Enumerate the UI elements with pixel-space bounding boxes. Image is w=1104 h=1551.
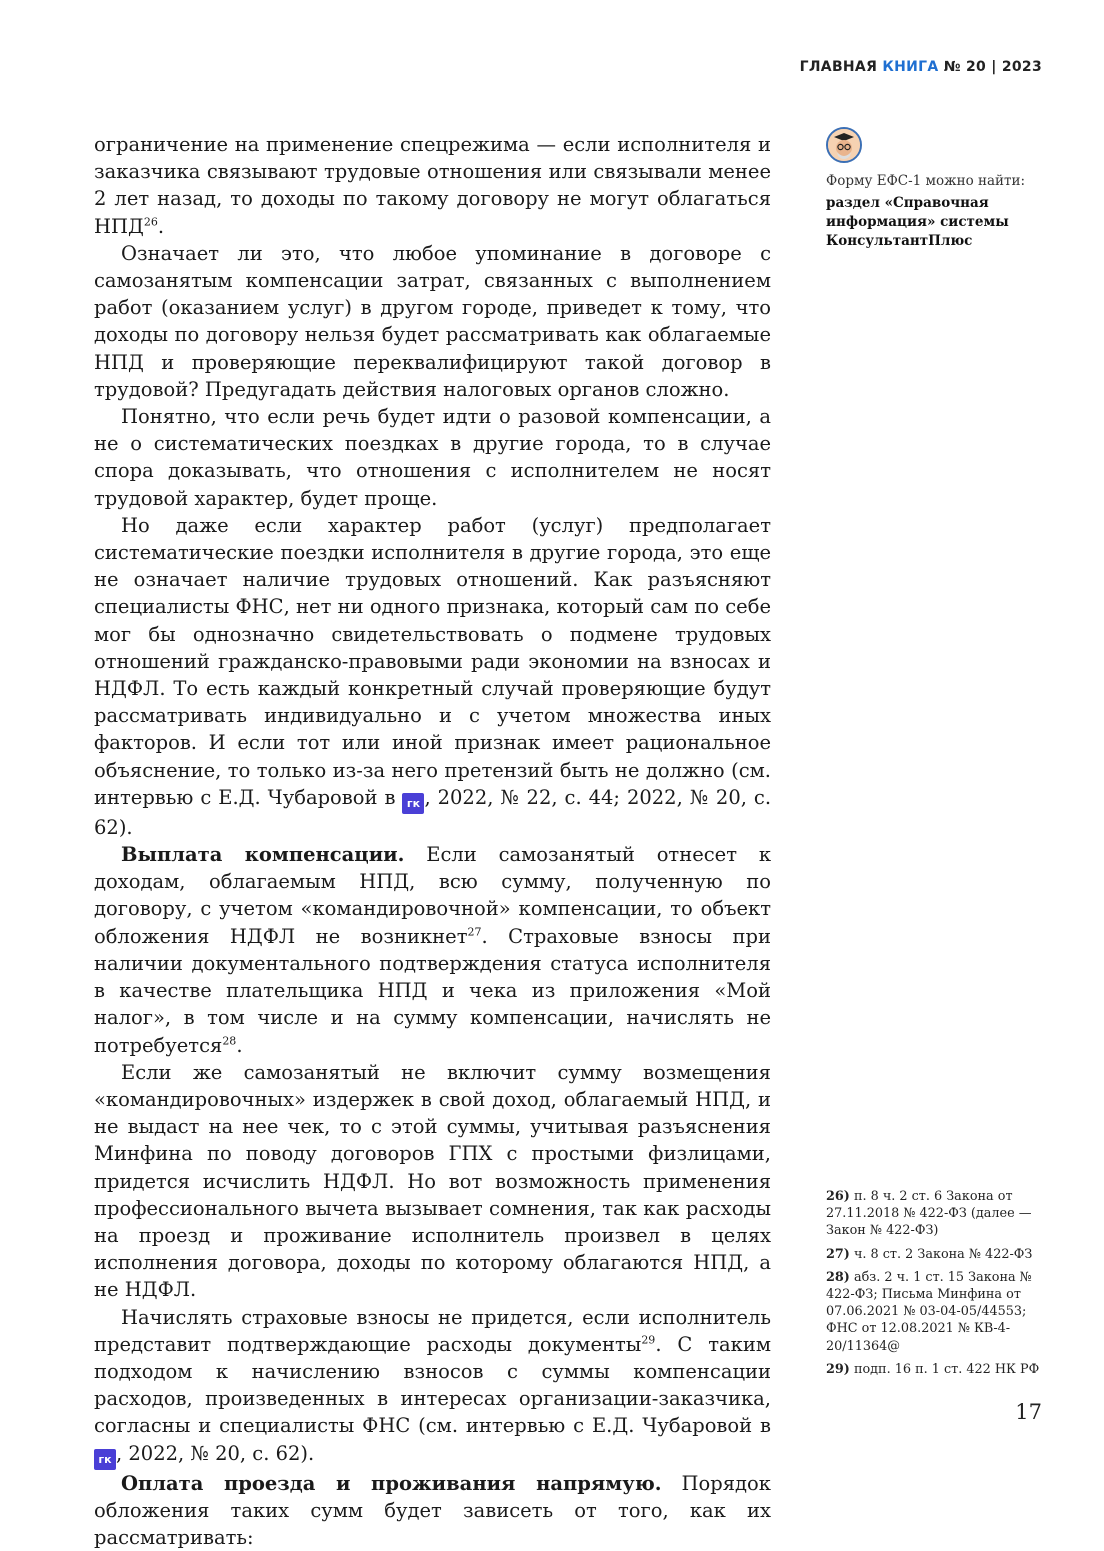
footnote-ref[interactable]: 27	[467, 925, 482, 939]
page-number: 17	[1015, 1400, 1042, 1424]
journal-header	[800, 59, 1042, 75]
brand-main: ГЛАВНАЯ	[799, 59, 878, 75]
footnote-ref[interactable]: 28	[222, 1034, 237, 1047]
issue-number: № 20 | 2023	[943, 59, 1042, 75]
sidebar-tip	[826, 172, 1056, 251]
paragraph: Начислять страховые взносы не придется, если исполнитель представит подтверждающие расходы документы$^{29}$. С таким подходом к начислению взносов с суммы компенсации расходов, произведенных в интересах организации-заказчика, согласны и специалисты ФНС (см. интервью с Е.Д. Чубаровой в гк , 2022, № 20, с. 62).	[94, 1304, 771, 1470]
paragraph: Понятно, что если речь будет идти о разовой компенсации, а не о систематических поездках в другие города, то в случае спора доказывать, что отношения с исполнителем не носят трудовой характер, будет проще.	[94, 405, 771, 510]
paragraph: Если же самозанятый не включит сумму возмещения «командировочных» издержек в свой доход, облагаемый НПД, и не выдаст на нее чек, то с этой суммы, учитывая разъяснения Минфина по поводу договоров ГПХ с простыми физлицами, придется исчислить НДФЛ. Но вот возможность применения профессионального вычета вызывает сомнения, так как расходы на проезд и проживание исполнитель произвел в целях исполнения договора, доходы по которому облагаются НПД, а не НДФЛ.	[94, 1060, 771, 1302]
gk-logo-icon[interactable]: гк	[94, 1449, 116, 1470]
footnotes	[826, 1188, 1056, 1384]
paragraph: ограничение на применение спецрежима — если исполнителя и заказчика связывают трудовые отношения или связывали менее 2 лет назад, то доходы по такому договору не могут облагаться НПД$^{26}$.	[94, 133, 771, 238]
footnote-ref[interactable]: 26	[143, 215, 158, 229]
sidebar-reference[interactable]: раздел «Справочная информация» системы КонсультантПлюс	[826, 195, 1009, 249]
footnote-item: 27) ч. 8 ст. 2 Закона № 422-ФЗ	[826, 1246, 1033, 1262]
article-body	[94, 131, 771, 1551]
section-heading: Выплата компенсации.	[121, 843, 405, 867]
footnote-item: 26) п. 8 ч. 2 ст. 6 Закона от 27.11.2018 № 422-ФЗ (далее — Закон № 422-ФЗ)	[826, 1189, 1032, 1239]
footnote-item: 28) абз. 2 ч. 1 ст. 15 Закона № 422-ФЗ; Письма Минфина от 07.06.2021 № 03-04-05/44553; ФНС от 12.08.2021 № КВ-4-20/11364@	[826, 1269, 1032, 1354]
footnote-item: 29) подп. 16 п. 1 ст. 422 НК РФ	[826, 1361, 1040, 1377]
paragraph: Но даже если характер работ (услуг) предполагает систематические поездки исполнителя в другие города, это еще не означает наличие трудовых отношений. Как разъясняют специалисты ФНС, нет ни одного признака, который сам по себе мог бы однозначно свидетельствовать о подмене трудовых отношений гражданско-правовыми ради экономии на взносах и НДФЛ. То есть каждый конкретный случай проверяющие будут рассматривать индивидуально и с учетом множества иных факторов. И если тот или иной признак имеет рациональное объяснение, то только из-за него претензий быть не должно (см. интервью с Е.Д. Чубаровой в гк , 2022, № 22, с. 44; 2022, № 20, с. 62).	[94, 513, 772, 839]
sidebar-hint: Форму ЕФС-1 можно найти:	[826, 173, 1026, 189]
paragraph: Выплата компенсации. Если самозанятый отнесет к доходам, облагаемым НПД, всю сумму, полученную по договору, с учетом «командировочной» компенсации, то объект обложения НДФЛ не возникнет$^{27}$. Страховые взносы при наличии документального подтверждения статуса исполнителя в качестве плательщика НПД и чека из приложения «Мой налог», в том числе и на сумму компенсации, начислять не потребуется$^{28}$.	[94, 843, 772, 1057]
paragraph: Оплата проезда и проживания напрямую. Порядок обложения таких сумм будет зависеть от того, как их рассматривать:	[94, 1471, 771, 1549]
professor-avatar-icon	[826, 127, 862, 163]
footnote-ref[interactable]: 29	[641, 1333, 656, 1347]
paragraph: Означает ли это, что любое упоминание в договоре с самозанятым компенсации затрат, связанных с выполнением работ (оказанием услуг) в другом городе, приведет к тому, что доходы по договору нельзя будет рассматривать как облагаемые НПД и проверяющие переквалифицируют такой договор в трудовой? Предугадать действия налоговых органов сложно.	[94, 241, 771, 401]
gk-logo-icon[interactable]: гк	[402, 793, 424, 814]
brand-accent: КНИГА	[882, 59, 939, 75]
section-heading: Оплата проезда и проживания напрямую.	[121, 1471, 662, 1495]
